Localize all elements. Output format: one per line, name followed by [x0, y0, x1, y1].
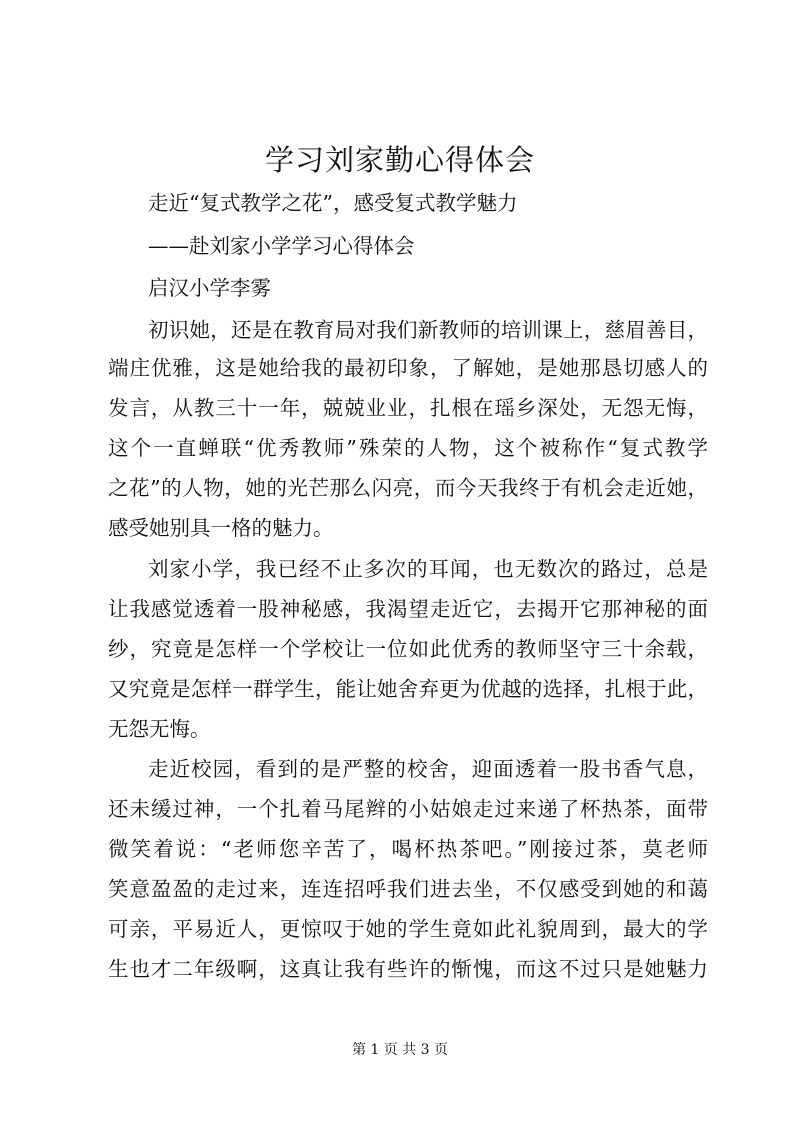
paragraph-3-line-4: 笑意盈盈的走过来，连连招呼我们进去坐，不仅感受到她的和蔼 — [108, 877, 708, 901]
paragraph-2-line-5: 无怨无悔。 — [108, 717, 211, 741]
subtitle: 走近“复式教学之花”，感受复式教学魅力 — [148, 191, 518, 215]
paragraph-1-line-5: 之花”的人物，她的光芒那么闪亮，而今天我终于有机会走近她， — [108, 476, 708, 500]
page-number: 第 1 页 共 3 页 — [351, 1042, 449, 1058]
paragraph-1-line-1: 初识她，还是在教育局对我们新教师的培训课上，慈眉善目， — [148, 318, 708, 342]
paragraph-1-line-3: 发言，从教三十一年，兢兢业业，扎根在瑶乡深处，无怨无悔， — [108, 396, 708, 420]
paragraph-3-line-2: 还未缓过神，一个扎着马尾辫的小姑娘走过来递了杯热茶，面带 — [108, 797, 708, 821]
paragraph-3-line-6: 生也才二年级啊，这真让我有些许的惭愧，而这不过只是她魅力 — [108, 957, 708, 981]
paragraph-1-line-4: 这个一直蝉联“优秀教师”殊荣的人物，这个被称作“复式教学 — [108, 436, 708, 460]
paragraph-2-line-4: 又究竟是怎样一群学生，能让她舍弃更为优越的选择，扎根于此， — [108, 677, 708, 701]
paragraph-1-line-2: 端庄优雅，这是她给我的最初印象，了解她，是她那恳切感人的 — [108, 356, 708, 380]
paragraph-2-line-1: 刘家小学，我已经不止多次的耳闻，也无数次的路过，总是 — [148, 557, 708, 581]
subheading: ——赴刘家小学学习心得体会 — [148, 234, 415, 258]
author-line: 启汉小学李雾 — [148, 276, 271, 300]
paragraph-1-line-6: 感受她别具一格的魅力。 — [108, 516, 334, 540]
paragraph-3-line-5: 可亲，平易近人，更惊叹于她的学生竟如此礼貌周到，最大的学 — [108, 917, 708, 941]
paragraph-3-line-3: 微笑着说：“老师您辛苦了，喝杯热茶吧。”刚接过茶，莫老师 — [108, 837, 708, 861]
paragraph-2-line-2: 让我感觉透着一股神秘感，我渴望走近它，去揭开它那神秘的面 — [108, 597, 708, 621]
paragraph-3-line-1: 走近校园，看到的是严整的校舍，迎面透着一股书香气息， — [148, 757, 708, 781]
paragraph-2-line-3: 纱，究竟是怎样一个学校让一位如此优秀的教师坚守三十余载， — [108, 637, 708, 661]
document-title: 学习刘家勤心得体会 — [264, 143, 535, 177]
